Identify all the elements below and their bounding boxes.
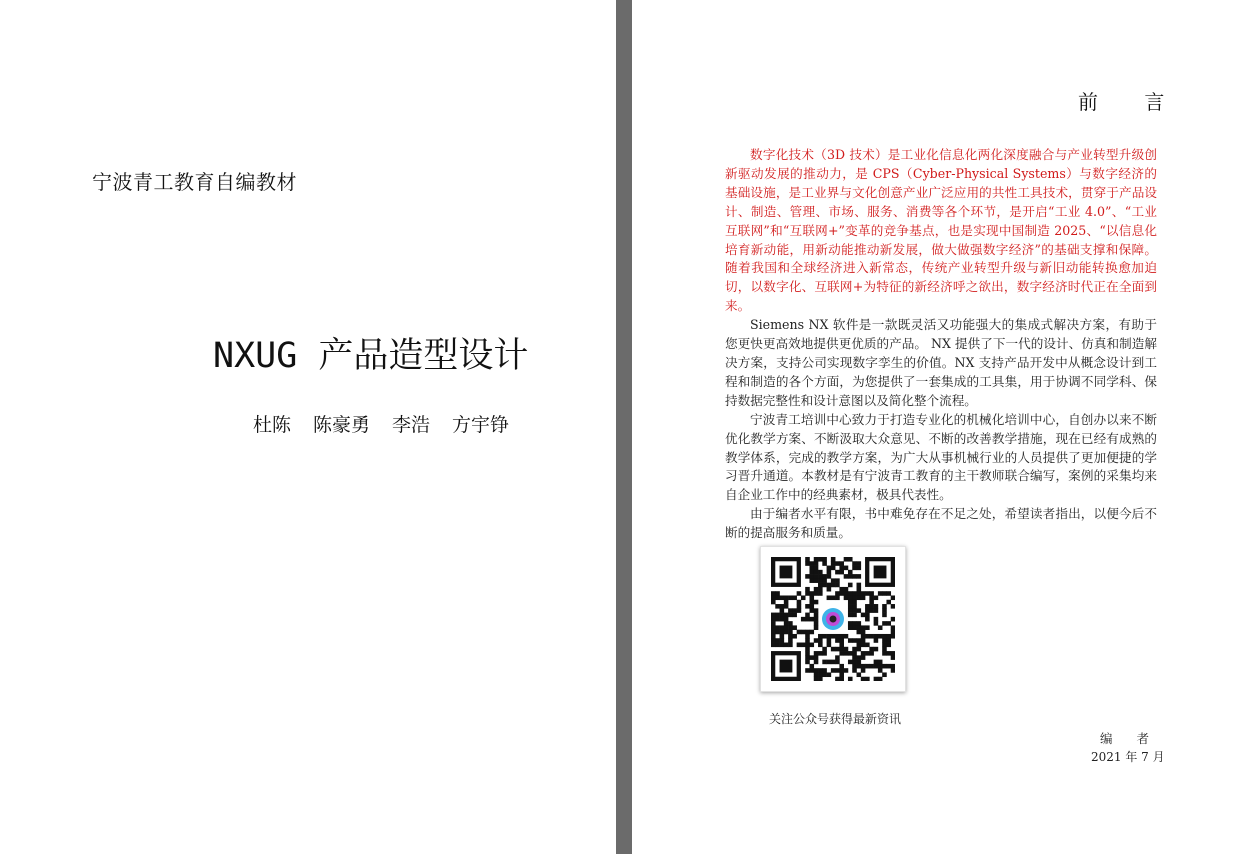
qr-code-image: [771, 557, 895, 681]
author-name: 陈豪勇: [313, 414, 371, 436]
author-name: 杜陈: [253, 414, 292, 436]
page-gutter: [616, 0, 632, 854]
author-name: 方宇铮: [452, 414, 510, 436]
preface-body: [725, 146, 1157, 543]
book-title: NXUG 产品造型设计: [213, 336, 529, 376]
authors-line: [253, 410, 509, 437]
left-page: [0, 0, 616, 854]
author-name: 李浩: [392, 414, 431, 436]
right-page: [632, 0, 1246, 854]
qr-caption: 关注公众号获得最新资讯: [769, 712, 902, 726]
preface-date: 2021 年 7 月: [1091, 750, 1165, 764]
school-label: 宁波青工教育自编教材: [92, 170, 297, 194]
editor-signature: 编 者: [1100, 731, 1159, 746]
preface-paragraph-training-center: 宁波青工培训中心致力于打造专业化的机械化培训中心，自创办以来不断优化教学方案、不断汲取大众意见、不断的改善教学措施，现在已经有成熟的教学体系，完成的教学方案，为广大从事机械行业的人员提供了更加便捷的学习晋升通道。本教材是有宁波青工教育的主干教师联合编写，案例的采集均来自企业工作中的经典素材，极具代表性。: [725, 411, 1157, 503]
preface-paragraph-disclaimer: 由于编者水平有限，书中难免存在不足之处，希望读者指出，以便今后不断的提高服务和质量。: [725, 506, 1157, 541]
preface-heading: 前 言: [1078, 90, 1185, 114]
qr-code: [760, 546, 906, 692]
preface-paragraph-siemens-nx: Siemens NX 软件是一款既灵活又功能强大的集成式解决方案，有助于您更快更高效地提供更优质的产品。 NX 提供了下一代的设计、仿真和制造解决方案，支持公司实现数字孪生的价值。NX 支持产品开发中从概念设计到工程和制造的各个方面，为您提供了一套集成的工具集，用于协调不同学科、保持数据完整性和设计意图以及简化整个流程。: [725, 317, 1157, 408]
preface-paragraph-digital-tech: 数字化技术（3D 技术）是工业化信息化两化深度融合与产业转型升级创新驱动发展的推动力，是 CPS（Cyber-Physical Systems）与数字经济的基础设施，是工业界与文化创意产业广泛应用的共性工具技术，贯穿于产品设计、制造、管理、市场、服务、消费等各个环节，是开启“工业 4.0”、“工业互联网”和“互联网+”变革的竞争基点，也是实现中国制造 2025、“以信息化培育新动能，用新动能推动新发展，做大做强数字经济”的基础支撑和保障。随着我国和全球经济进入新常态，传统产业转型升级与新旧动能转换愈加迫切，以数字化、互联网+为特征的新经济呼之欲出，数字经济时代正在全面到来。: [725, 147, 1157, 314]
